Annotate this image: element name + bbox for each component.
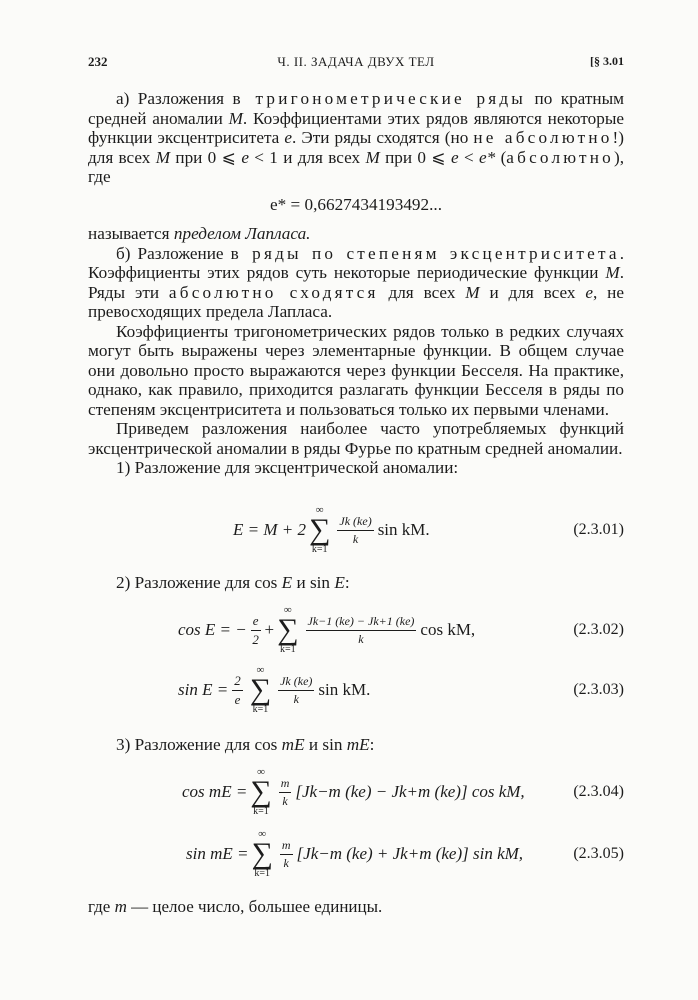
item-1-heading: 1) Разложение для эксцентрической аномалии: [116,458,459,477]
page-number: 232 [88,54,108,69]
paragraph-fourier: Приведем разложения наиболее часто употребляемых функций эксцентрической аномалии в ряды Фурье по кратным средней аномалии. [88,419,624,458]
equation-2-3-04: cos mE = ∞ ∑ k=1 $\frac{m}{k}$ [Jk−m (ke) − Jk+m (ke)] cos kM, (2.3.04) [88,762,624,822]
equation-number: (2.3.03) [573,681,624,698]
closing-remark: где m — целое число, большее единицы. [88,897,383,916]
equation-number: (2.3.04) [573,783,624,800]
summation-sign: ∞ ∑ k=1 [277,604,299,655]
equation-2-3-01: E = M + 2 ∞ ∑ k=1 $\frac{Jk (ke)}{k}$ sin kM. (2.3.01) [88,500,624,560]
summation-sign: ∞ ∑ k=1 [309,504,331,555]
paragraph-b: б) Разложение в ряды по степеням эксцентриситета. Коэффициенты этих рядов суть некоторые периодические функции M. Ряды эти абсолютно сходятся для всех M и для всех e, не превосходящих предела Лапласа. [88,243,625,321]
item-2-heading: 2) Разложение для cos E и sin E: [116,573,350,592]
equation-number: (2.3.02) [573,621,624,638]
laplace-limit-value: e* = 0,6627434193492... [269,194,442,214]
paragraph-bessel: Коэффициенты тригонометрических рядов только в редких случаях могут быть выражены через элементарные функции. В общем случае они довольно просто выражаются через функции Бесселя. На практике, однако, как правило, приходится разлагать функции Бесселя в ряды по степеням эксцентриситета и пользоваться только их первыми членами. [88,321,624,419]
running-title: Ч. II. ЗАДАЧА ДВУХ ТЕЛ [277,54,435,69]
laplace-limit-definition: называется пределом Лапласа. [88,224,311,243]
main-text [88,89,624,478]
equation-2-3-03: sin E = $\frac{2}{e}$ ∞ ∑ k=1 $\frac{Jk (ke)}{k}$ sin kM. (2.3.03) [88,660,624,720]
equation-number: (2.3.01) [573,521,624,538]
equation-2-3-05: sin mE = ∞ ∑ k=1 $\frac{m}{k}$ [Jk−m (ke) + Jk+m (ke)] sin kM, (2.3.05) [88,824,624,884]
summation-sign: ∞ ∑ k=1 [249,664,272,715]
item-3-heading: 3) Разложение для cos mE и sin mE: [116,735,375,754]
paragraph-a: а) Разложения в тригонометрические ряды по кратным средней аномалии M. Коэффициентами этих рядов являются некоторые функции эксцентриситета e. Эти ряды сходятся (но не абсолютно!) для всех M при 0 ⩽ e < 1 и для всех M при 0 ⩽ e < e* (абсолютно), где [88,89,625,186]
section-reference: [§ 3.01 [590,54,624,68]
equation-number: (2.3.05) [573,845,624,862]
equation-2-3-02: cos E = − $\frac{e}{2}$ + ∞ ∑ k=1 $\frac{Jk-1 (ke) - Jk+1 (ke)}{k}$ cos kM, (2.3.02) [88,600,624,660]
summation-sign: ∞ ∑ k=1 [250,766,272,817]
summation-sign: ∞ ∑ k=1 [251,828,273,879]
page-header [88,54,624,74]
